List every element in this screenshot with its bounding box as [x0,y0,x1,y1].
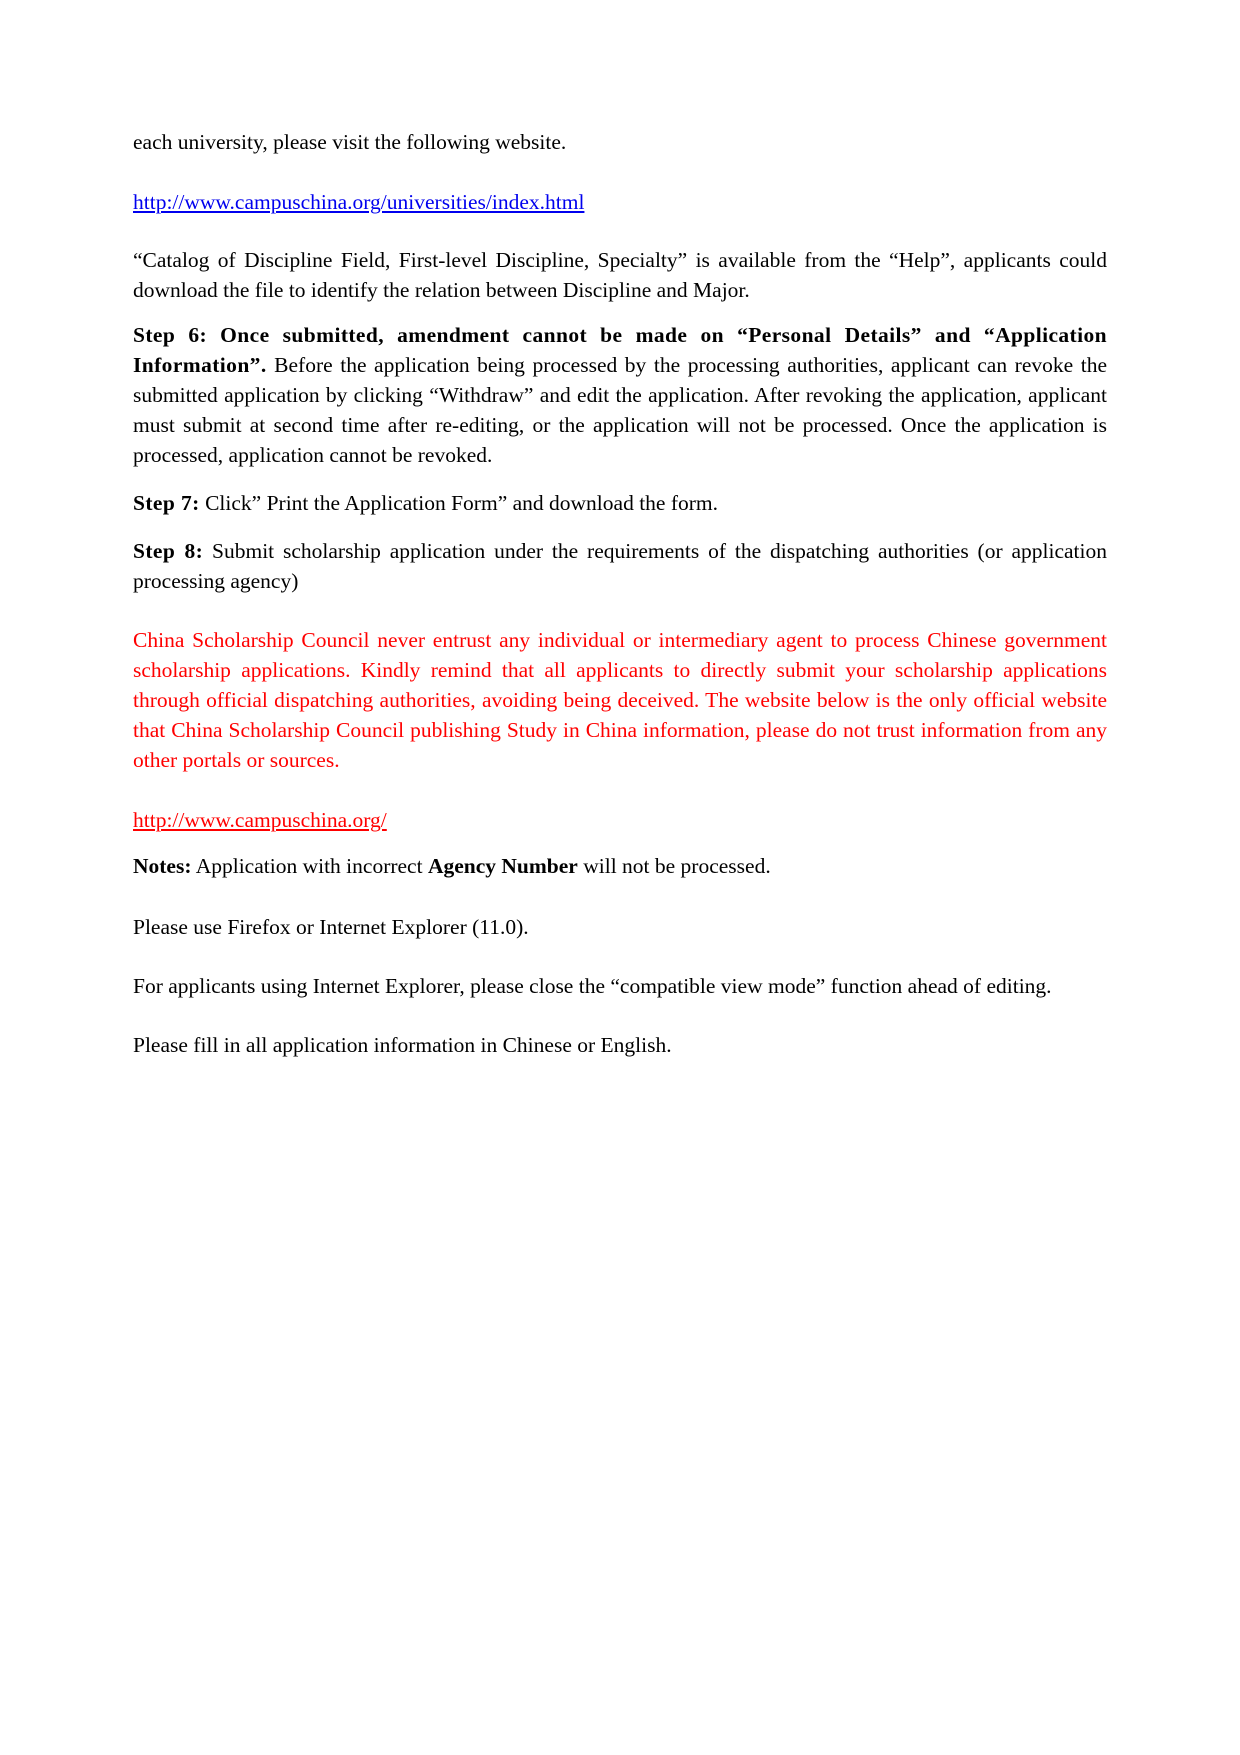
step7-paragraph [133,488,1107,518]
intro-line: each university, please visit the following website. [133,130,567,154]
browser-line: Please use Firefox or Internet Explorer (11.0). [133,915,529,939]
campuschina-official-link[interactable]: http://www.campuschina.org/ [133,808,387,832]
step8-heading: Step 8: [133,539,204,563]
catalog-paragraph: “Catalog of Discipline Field, First-level Discipline, Specialty” is available from the “Help”, applicants could download the file to identify the relation between Discipline and Major. [133,248,1107,302]
step6-body: Before the application being processed by the processing authorities, applicant can revoke the submitted application by clicking “Withdraw” and edit the application. After revoking the application, applicant must submit at second time after re-editing, or the application will not be processed. Once the application is processed, application cannot be revoked. [133,353,1107,467]
step8-body: Submit scholarship application under the requirements of the dispatching authorities (or application processing agency) [133,539,1107,593]
ie-paragraph: For applicants using Internet Explorer, please close the “compatible view mode” function ahead of editing. [133,974,1052,998]
official-link-paragraph [133,805,1107,835]
notes-end: will not be processed. [577,854,771,878]
step7-heading: Step 7: [133,491,200,515]
notes-label: Notes: [133,854,192,878]
step6-heading: Step 6: Once submitted, amendment cannot be made on “Personal Details” and “Application Information”. [133,323,1107,377]
agency-number-term: Agency Number [427,854,578,878]
language-line: Please fill in all application information in Chinese or English. [133,1033,672,1057]
notes-paragraph [133,851,1107,881]
step8-paragraph [133,536,1107,596]
universities-link-paragraph [133,187,1107,217]
step7-body: Click” Print the Application Form” and download the form. [199,491,719,515]
warning-paragraph: China Scholarship Council never entrust any individual or intermediary agent to process Chinese government scholarship applications. Kindly remind that all applicants to directly submit your scholarship applications through official dispatching authorities, avoiding being deceived. The website below is the only official website that China Scholarship Council publishing Study in China information, please do not trust information from any other portals or sources. [133,628,1107,772]
universities-index-link[interactable]: http://www.campuschina.org/universities/index.html [133,190,585,214]
step6-paragraph [133,320,1107,470]
notes-mid: Application with incorrect [191,854,428,878]
